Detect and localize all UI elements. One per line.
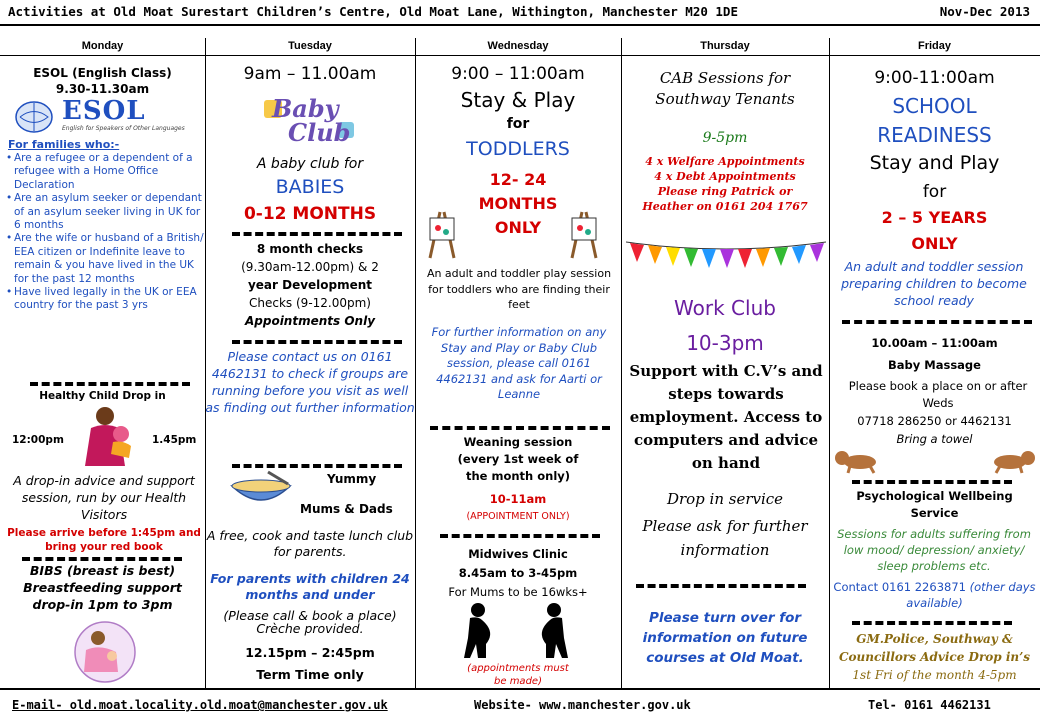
logo-baby: Baby (272, 94, 339, 123)
psych-contact: Contact 0161 2263871 (833, 580, 966, 594)
police-line1: GM.Police, Southway & (856, 632, 1013, 646)
baby-club-for: A baby club for (256, 156, 364, 172)
cab-line1: CAB Sessions for (659, 69, 791, 87)
crawling-baby-icon (986, 446, 1038, 474)
massage-phone: 07718 286250 or 4462131 (857, 414, 1012, 428)
police-line3: 1st Fri of the month 4-5pm (852, 668, 1017, 682)
term-time: Term Time only (256, 667, 364, 682)
divider (636, 584, 806, 588)
divider (232, 232, 402, 236)
baby-illustration-left (832, 446, 884, 474)
pregnant-icon (456, 602, 500, 660)
footer-bar (0, 688, 1040, 720)
psych-desc: Sessions for adults suffering from low mood/ depression/ anxiety/ sleep problems etc. (837, 527, 1031, 573)
psych-block (829, 488, 1040, 522)
checks-line2: (9.30am-12.00pm) & 2 (241, 260, 379, 274)
cab-appointments (621, 154, 829, 214)
divider (852, 621, 1012, 625)
day-header-tuesday: Tuesday (205, 40, 415, 56)
time-lunch: 12.15pm – 2:45pm (245, 645, 375, 660)
massage-title: Baby Massage (888, 358, 981, 372)
wed-further-info: For further information on any Stay and Play or Baby Club session, please call 0161 4462131 and ask for Aarti or Leanne (431, 325, 607, 401)
esol-title: ESOL (English Class) (33, 66, 172, 80)
families-list-item: • Are the wife or husband of a British/ EEA citizen or Indefinite leave to remain & you have lived in the UK for the past 12 months (8, 232, 208, 286)
baby-illustration-right (986, 446, 1038, 474)
fri-stay-play: Stay and Play (869, 152, 1000, 174)
bibs-line1: BIBS (breast is best) (29, 563, 176, 578)
wed-for: for (506, 116, 530, 132)
ring-line2: Heather on 0161 204 1767 (642, 200, 808, 213)
esol-logo-text: ESOL (62, 96, 146, 126)
checks-line3: year Development (247, 278, 373, 292)
weaning-time: 10-11am (489, 492, 547, 506)
debt-line: 4 x Debt Appointments (654, 170, 796, 183)
weaning-line2: (every 1st week of (457, 452, 579, 466)
babies: BABIES (275, 176, 345, 198)
toddlers: TODDLERS (466, 138, 570, 160)
divider (440, 534, 600, 538)
fri-for: for (922, 182, 947, 202)
massage-towel: Bring a towel (896, 432, 973, 446)
months-badge: 0-12 MONTHS (243, 204, 377, 224)
page-date: Nov-Dec 2013 (939, 4, 1030, 19)
pregnant-silhouette-left (456, 602, 500, 660)
footer-tel: Tel- 0161 4462131 (868, 698, 991, 712)
families-heading: For families who:- (8, 138, 120, 151)
easel-illustration-left (422, 208, 462, 260)
divider (852, 480, 1012, 484)
police-line2: Councillors Advice Drop in’s (838, 650, 1031, 664)
header-bar (0, 0, 1040, 26)
divider (232, 340, 402, 344)
breastfeeding-illustration (60, 620, 150, 684)
friday-time: 9:00-11:00am (874, 68, 995, 88)
drop-desc: A drop-in advice and support session, run by our Health Visitors (13, 473, 195, 522)
wed-months2: MONTHS (478, 194, 558, 213)
day-header-wednesday: Wednesday (415, 40, 621, 56)
police-block (829, 630, 1040, 684)
bunting-icon (626, 238, 826, 274)
massage-book: Please book a place on or after Weds (848, 379, 1028, 410)
mums-dads: Mums & Dads (300, 502, 393, 516)
checks-block (205, 240, 415, 330)
welfare-line: 4 x Welfare Appointments (645, 155, 805, 168)
drop-service: Drop in service (666, 490, 784, 508)
pregnant-silhouette-right (532, 602, 576, 660)
fri-session-desc: An adult and toddler session preparing children to become school ready (841, 259, 1027, 308)
footer-email[interactable] (12, 698, 388, 712)
divider (30, 382, 190, 386)
esol-logo (10, 98, 200, 136)
appointments-only: Appointments Only (244, 314, 376, 328)
bowl-icon (228, 468, 294, 514)
mother-child-illustration (75, 404, 147, 470)
baby-club-logo (262, 92, 358, 150)
weaning-line1: Weaning session (463, 435, 573, 449)
midwives-time: 8.45am to 3-45pm (458, 566, 578, 580)
massage-time: 10.00am – 11:00am (871, 336, 998, 350)
cab-line2: Southway Tenants (655, 90, 795, 108)
logo-club: Club (288, 118, 351, 147)
arrive-note: Please arrive before 1:45pm and bring your red book (7, 527, 201, 553)
easel-icon (422, 208, 462, 260)
child-drop-end: 1.45pm (152, 434, 197, 446)
child-drop-start: 12:00pm (12, 434, 64, 446)
fri-only: ONLY (911, 234, 958, 253)
footer-website[interactable]: Website- www.manchester.gov.uk (474, 698, 691, 712)
crawling-baby-icon (832, 446, 884, 474)
weaning-block (415, 434, 621, 485)
contact-note: Please contact us on 0161 4462131 to check if groups are running before you visit as well as finding out further information (205, 349, 415, 415)
esol-logo-sub: English for Speakers of Other Languages (62, 125, 185, 132)
mother-child-icon (75, 404, 147, 470)
easel-illustration-right (564, 208, 604, 260)
wed-only: ONLY (494, 218, 542, 237)
footer-email-link[interactable]: E-mail- old.moat.locality.old.moat@manchester.gov.uk (12, 698, 388, 712)
child-drop-title: Healthy Child Drop in (39, 390, 166, 402)
fri-years: 2 – 5 YEARS (881, 208, 988, 227)
appointments-must: (appointments must be made) (467, 663, 569, 687)
work-time: 10-3pm (686, 331, 764, 355)
bibs-line3: drop-in 1pm to 3pm (32, 597, 173, 612)
midwives-note: For Mums to be 16wks+ (448, 585, 588, 599)
bunting-decoration (626, 238, 826, 274)
day-header-monday: Monday (0, 40, 205, 56)
psych-line2: Service (910, 506, 959, 520)
day-header-thursday: Thursday (621, 40, 829, 56)
yummy: Yummy (327, 472, 377, 486)
parents-children: For parents with children 24 months and under (210, 571, 410, 602)
midwives-title: Midwives Clinic (468, 547, 568, 561)
page-title: Activities at Old Moat Surestart Children’s Centre, Old Moat Lane, Withington, Manchester M20 1DE (8, 4, 738, 19)
wednesday-time: 9:00 – 11:00am (451, 64, 585, 84)
support-text: Support with C.V’s and steps towards employment. Access to computers and advice on hand (629, 362, 823, 472)
free-cook: A free, cook and taste lunch club for parents. (206, 528, 414, 559)
readiness: READINESS (877, 123, 992, 147)
easel-icon (564, 208, 604, 260)
families-list-item: • Are an asylum seeker or dependant of an asylum seeker living in UK for 6 months (8, 192, 208, 232)
cab-time: 9-5pm (702, 130, 748, 146)
ring-line1: Please ring Patrick or (657, 185, 793, 198)
stay-play: Stay & Play (460, 88, 576, 112)
psych-line1: Psychological Wellbeing (856, 489, 1013, 503)
ask-info: Please ask for further information (642, 517, 808, 559)
wed-months: 12- 24 (489, 170, 547, 189)
psych-contact-block (829, 579, 1040, 611)
cab-title (621, 68, 829, 110)
breastfeeding-icon (60, 620, 150, 684)
divider (430, 426, 610, 430)
turn-over: Please turn over for information on future courses at Old Moat. (642, 610, 808, 666)
divider (22, 557, 182, 561)
wed-session-desc: An adult and toddler play session for toddlers who are finding their feet (426, 267, 612, 311)
families-list-item: • Are a refugee or a dependent of a refugee with a Home Office Declaration (8, 152, 208, 192)
call-book: (Please call & book a place) (223, 608, 397, 623)
work-club: Work Club (674, 296, 776, 320)
weaning-line3: the month only) (465, 469, 571, 483)
weaning-note: (APPOINTMENT ONLY) (466, 511, 570, 522)
bowl-illustration (228, 468, 294, 514)
psych-days: (other days available) (906, 580, 1036, 610)
checks-line4: Checks (9-12.00pm) (249, 296, 371, 310)
tuesday-time: 9am – 11.00am (243, 64, 377, 84)
creche: Crèche provided. (256, 621, 364, 636)
esol-time: 9.30-11.30am (55, 82, 150, 96)
day-header-friday: Friday (829, 40, 1040, 56)
families-list-item: • Have lived legally in the UK or EEA country for the past 3 yrs (8, 286, 208, 313)
pregnant-icon (532, 602, 576, 660)
bibs-line2: Breastfeeding support (23, 580, 182, 595)
divider (842, 320, 1032, 324)
school: SCHOOL (892, 94, 977, 118)
checks-line1: 8 month checks (256, 242, 364, 256)
families-list (8, 152, 208, 313)
